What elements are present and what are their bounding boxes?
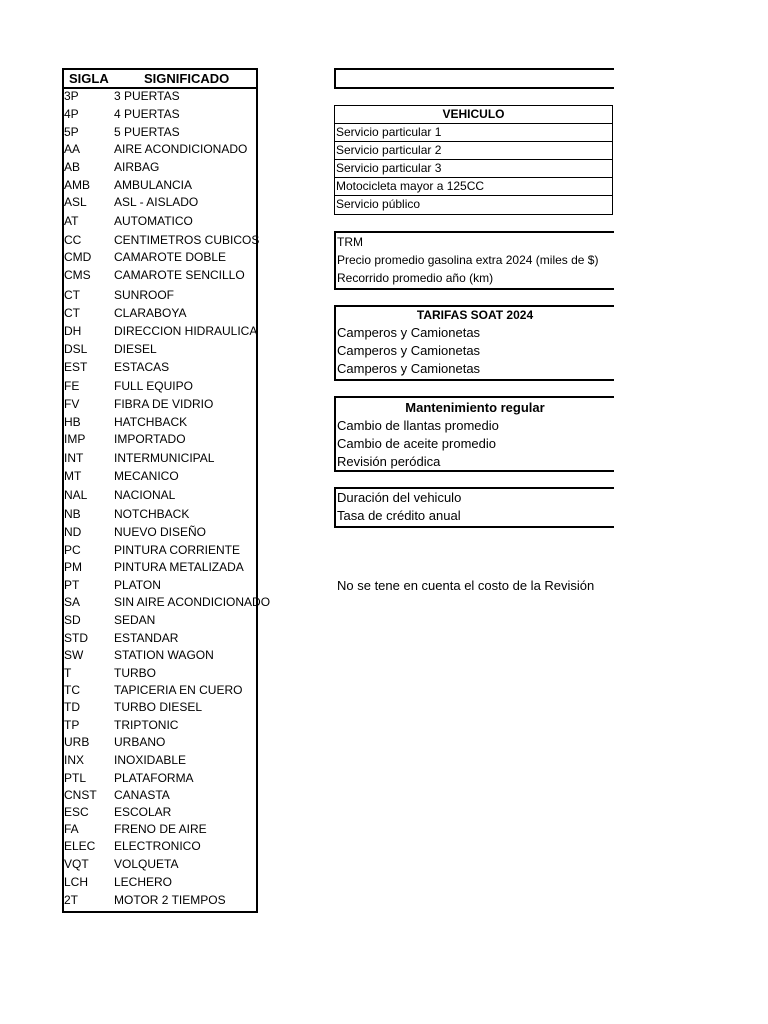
significado-cell: DIESEL [114, 342, 157, 356]
significado-cell: PLATAFORMA [114, 771, 194, 785]
significado-cell: STATION WAGON [114, 648, 214, 662]
significado-cell: SUNROOF [114, 288, 174, 302]
sigla-cell: SA [64, 595, 81, 609]
sigla-cell: SW [64, 648, 84, 662]
sigla-cell: HB [64, 415, 81, 429]
param-item: TRM [337, 235, 363, 249]
significado-cell: NOTCHBACK [114, 507, 190, 521]
vehiculo-item: Servicio particular 2 [335, 142, 612, 160]
sigla-cell: PT [64, 578, 80, 592]
mantenimiento-title: Mantenimiento regular [405, 400, 545, 415]
mantenimiento-item: Cambio de llantas promedio [337, 418, 499, 433]
sigla-cell: FE [64, 379, 80, 393]
significado-cell: MECANICO [114, 469, 179, 483]
credito-item: Duración del vehiculo [337, 490, 462, 505]
sigla-cell: 3P [64, 89, 79, 103]
soat-title: TARIFAS SOAT 2024 [416, 308, 534, 322]
significado-cell: CANASTA [114, 788, 170, 802]
significado-cell: CLARABOYA [114, 306, 187, 320]
sigla-cell: VQT [64, 857, 89, 871]
sigla-cell: CNST [64, 788, 97, 802]
significado-cell: ELECTRONICO [114, 839, 201, 853]
sigla-cell: 4P [64, 107, 79, 121]
sigla-cell: TC [64, 683, 80, 697]
sigla-cell: 2T [64, 893, 79, 907]
sigla-cell: NAL [64, 488, 88, 502]
top-empty-box [334, 68, 614, 89]
significado-cell: AMBULANCIA [114, 178, 193, 192]
significado-cell: TURBO [114, 666, 156, 680]
sigla-cell: AA [64, 142, 81, 156]
significado-cell: PINTURA CORRIENTE [114, 543, 241, 557]
significado-cell: INTERMUNICIPAL [114, 451, 215, 465]
significado-cell: PINTURA METALIZADA [114, 560, 244, 574]
sigla-cell: CMD [64, 250, 92, 264]
sigla-cell: ELEC [64, 839, 96, 853]
vehiculo-item: Servicio público [336, 197, 421, 211]
significado-cell: DIRECCION HIDRAULICA [114, 324, 258, 338]
sigla-cell: MT [64, 469, 82, 483]
significado-cell: NUEVO DISEÑO [114, 525, 207, 539]
significado-cell: AIRE ACONDICIONADO [114, 142, 248, 156]
vehiculo-item: Servicio particular 1 [335, 124, 612, 142]
param-item: Recorrido promedio año (km) [337, 271, 494, 285]
significado-cell: FIBRA DE VIDRIO [114, 397, 214, 411]
vehiculo-item: Motocicleta mayor a 125CC [335, 178, 612, 196]
sigla-cell: 5P [64, 125, 79, 139]
significado-cell: ESCOLAR [114, 805, 172, 819]
sigla-cell: CMS [64, 268, 91, 282]
significado-cell: AUTOMATICO [114, 214, 193, 228]
soat-item: Camperos y Camionetas [337, 343, 481, 358]
param-item: Precio promedio gasolina extra 2024 (miles de $) [337, 253, 599, 267]
glossary-table [62, 68, 271, 913]
params-items [336, 233, 614, 287]
significado-cell: LECHERO [114, 875, 173, 889]
sigla-cell: AMB [64, 178, 91, 192]
vehiculo-item: Servicio particular 3 [335, 160, 612, 178]
sigla-cell: TP [64, 718, 80, 732]
significado-cell: FULL EQUIPO [114, 379, 193, 393]
vehiculo-block [334, 105, 613, 215]
significado-cell: PLATON [114, 578, 161, 592]
sigla-cell: CC [64, 233, 82, 247]
sigla-cell: IMP [64, 432, 86, 446]
sigla-cell: DH [64, 324, 82, 338]
sigla-cell: INX [64, 753, 85, 767]
significado-cell: CAMAROTE DOBLE [114, 250, 227, 264]
mantenimiento-item: Cambio de aceite promedio [337, 436, 496, 451]
significado-cell: HATCHBACK [114, 415, 188, 429]
vehiculo-items [335, 124, 612, 213]
significado-cell: CAMAROTE SENCILLO [114, 268, 245, 282]
header-significado: SIGNIFICADO [144, 71, 230, 86]
significado-cell: 5 PUERTAS [114, 125, 180, 139]
glossary-rows [64, 89, 271, 911]
sigla-cell: PTL [64, 771, 87, 785]
sigla-cell: AT [64, 214, 79, 228]
sigla-cell: ESC [64, 805, 89, 819]
significado-cell: NACIONAL [114, 488, 176, 502]
significado-cell: SEDAN [114, 613, 156, 627]
soat-item: Camperos y Camionetas [337, 325, 481, 340]
significado-cell: 4 PUERTAS [114, 107, 180, 121]
sigla-cell: URB [64, 735, 90, 749]
sigla-cell: FV [64, 397, 80, 411]
revision-note: No se tene en cuenta el costo de la Revisión [337, 578, 595, 593]
soat-item: Camperos y Camionetas [337, 361, 481, 376]
sigla-cell: NB [64, 507, 81, 521]
significado-cell: TURBO DIESEL [114, 700, 203, 714]
glossary-header [64, 70, 256, 89]
mantenimiento-items [336, 417, 614, 471]
credito-item: Tasa de crédito anual [337, 508, 461, 523]
significado-cell: VOLQUETA [114, 857, 179, 871]
credito-items [336, 489, 614, 525]
soat-block [334, 305, 614, 381]
sigla-cell: AB [64, 160, 81, 174]
significado-cell: ESTANDAR [114, 631, 179, 645]
significado-cell: MOTOR 2 TIEMPOS [114, 893, 226, 907]
sigla-cell: ASL [64, 195, 87, 209]
credito-block [334, 487, 614, 528]
significado-cell: ASL - AISLADO [114, 195, 199, 209]
sigla-cell: STD [64, 631, 88, 645]
sigla-cell: TD [64, 700, 80, 714]
sigla-cell: DSL [64, 342, 88, 356]
significado-cell: INOXIDABLE [114, 753, 187, 767]
significado-cell: TRIPTONIC [114, 718, 179, 732]
sigla-cell: SD [64, 613, 81, 627]
sigla-cell: FA [64, 822, 79, 836]
sigla-cell: CT [64, 288, 80, 302]
vehiculo-title: VEHICULO [335, 106, 612, 124]
sigla-cell: PC [64, 543, 81, 557]
significado-cell: SIN AIRE ACONDICIONADO [114, 595, 271, 609]
significado-cell: IMPORTADO [114, 432, 186, 446]
mantenimiento-item: Revisión peródica [337, 454, 441, 469]
params-block [334, 231, 614, 290]
sigla-cell: INT [64, 451, 84, 465]
significado-cell: AIRBAG [114, 160, 160, 174]
significado-cell: URBANO [114, 735, 166, 749]
significado-cell: ESTACAS [114, 360, 170, 374]
significado-cell: CENTIMETROS CUBICOS [114, 233, 260, 247]
header-sigla: SIGLA [69, 71, 109, 86]
mantenimiento-block [334, 396, 614, 472]
significado-cell: 3 PUERTAS [114, 89, 180, 103]
sigla-cell: EST [64, 360, 88, 374]
sigla-cell: T [64, 666, 72, 680]
sigla-cell: CT [64, 306, 80, 320]
sigla-cell: ND [64, 525, 82, 539]
soat-items [336, 324, 614, 378]
significado-cell: TAPICERIA EN CUERO [114, 683, 243, 697]
significado-cell: FRENO DE AIRE [114, 822, 207, 836]
sigla-cell: LCH [64, 875, 89, 889]
sigla-cell: PM [64, 560, 82, 574]
